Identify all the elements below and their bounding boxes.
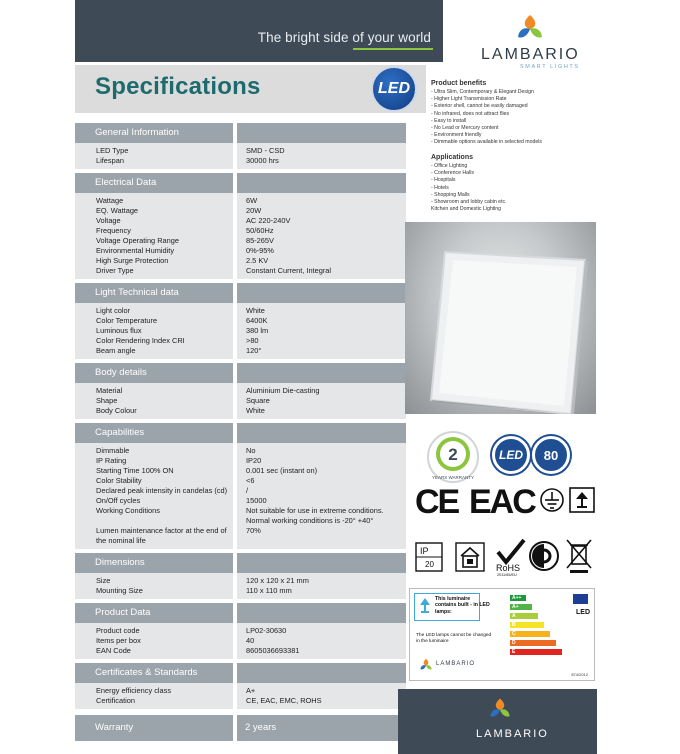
spec-row [75, 486, 406, 496]
section-header [75, 663, 406, 683]
energy-label-line1: This luminaire contains built - in LED lamps: [435, 596, 490, 615]
spec-row [75, 586, 406, 596]
energy-label [409, 588, 595, 681]
spec-label: On/Off cycles [96, 496, 141, 505]
rohs-label: RoHS [496, 563, 521, 573]
energy-class-bar: D [510, 640, 556, 646]
applications-block [431, 154, 631, 213]
application-item: - Hospitals [431, 177, 456, 184]
spec-row [75, 456, 406, 466]
section-header [75, 283, 406, 303]
benefits-list [431, 89, 631, 147]
spec-row [75, 636, 406, 646]
spec-value: 40 [246, 636, 255, 645]
eu-flag-icon [573, 594, 588, 604]
benefits-title: Product benefits [431, 80, 487, 87]
spec-value: Aluminium Die-casting [246, 386, 320, 395]
benefit-item: - No Lead or Mercury content [431, 125, 499, 132]
spec-label: Color Rendering Index CRI [96, 336, 185, 345]
spec-label: EAN Code [96, 646, 131, 655]
spec-row [75, 236, 406, 246]
spec-value: 20W [246, 206, 262, 215]
spec-value: 70% [246, 526, 261, 535]
section-title: Certificates & Standards [95, 667, 198, 678]
rohs-icon [494, 538, 528, 576]
application-item: - Shopping Malls [431, 191, 470, 198]
spec-value: 6W [246, 196, 258, 205]
spec-row [75, 506, 406, 516]
led-round-label: LED [499, 448, 523, 462]
energy-class-bar: C [510, 631, 550, 637]
header-band [75, 0, 443, 62]
section-title: Body details [95, 367, 147, 378]
spec-label: Material [96, 386, 123, 395]
spec-label: Certification [96, 696, 136, 705]
spec-value: 85-265V [246, 236, 274, 245]
spec-row [75, 156, 406, 166]
spec-row [75, 216, 406, 226]
spec-label: Driver Type [96, 266, 134, 275]
ground-symbol-icon [539, 487, 565, 513]
cri-round-value: 80 [543, 447, 559, 463]
spec-value: AC 220-240V [246, 216, 291, 225]
section-header [75, 173, 406, 193]
spec-value: 0.001 sec (instant on) [246, 466, 318, 475]
energy-label-brand: LAMBARIO [436, 661, 476, 667]
spec-row [75, 246, 406, 256]
spec-label: Frequency [96, 226, 131, 235]
spec-row [75, 226, 406, 236]
section-header [75, 363, 406, 383]
spec-row [75, 696, 406, 706]
spec-label: IP Rating [96, 456, 127, 465]
spec-label: Voltage [96, 216, 121, 225]
lamp-icon [418, 596, 432, 614]
spec-row [75, 516, 406, 526]
spec-row [75, 396, 406, 406]
product-photo [405, 222, 596, 414]
energy-class-bar: A+ [510, 604, 532, 610]
application-item: - Conference Halls [431, 170, 474, 177]
ip-label: IP [420, 546, 429, 556]
benefit-item: - Dimmable options available in selected models [431, 139, 543, 146]
spec-value: Not suitable for use in extreme conditions. [246, 506, 384, 515]
spec-value: 30000 hrs [246, 156, 279, 165]
spec-label: Color Temperature [96, 316, 158, 325]
benefit-item: - Ultra Slim, Contemporary & Elegant Design [431, 89, 534, 95]
spec-value [237, 536, 406, 546]
spec-row [75, 686, 406, 696]
ip-value: 20 [425, 560, 434, 569]
spec-row [75, 306, 406, 316]
spec-value: White [246, 306, 265, 315]
panel-light-image [405, 222, 596, 414]
energy-class-bar: A++ [510, 595, 526, 601]
lamp-symbol-icon [569, 487, 595, 513]
spec-row [75, 146, 406, 156]
spec-value: <6 [246, 476, 255, 485]
spec-label: Lifespan [96, 156, 124, 165]
spec-row [75, 576, 406, 586]
spec-value: 8605036693381 [246, 646, 300, 655]
led-badge-label: LED [378, 80, 410, 97]
benefit-item: - Easy to install [431, 117, 467, 124]
spec-label: EQ. Wattage [96, 206, 139, 215]
benefit-item: - Environment friendly [431, 132, 482, 139]
footer-logo-icon [488, 697, 512, 721]
spec-value: >80 [246, 336, 259, 345]
eac-mark-icon: EAC [469, 483, 535, 521]
spec-value: CE, EAC, EMC, ROHS [246, 696, 322, 705]
spec-value: 50/60Hz [246, 226, 274, 235]
applications-title: Applications [431, 154, 474, 161]
warranty-text: YEARS WARRANTY [431, 475, 475, 480]
led-badge-icon [371, 66, 417, 112]
spec-label: Product code [96, 626, 140, 635]
spec-value: Constant Current, Integral [246, 266, 332, 275]
section-title: General Information [95, 127, 179, 138]
warranty-badge-icon [426, 430, 480, 484]
spec-label: Lumen maintenance factor at the end of [96, 526, 227, 535]
tagline-underline [353, 48, 433, 50]
section-title: Product Data [95, 607, 151, 618]
spec-label: Body Colour [96, 406, 137, 415]
spec-label: Beam angle [96, 346, 136, 355]
mini-logo-icon [418, 658, 434, 672]
section-body [75, 573, 406, 599]
brand-name: LAMBARIO [481, 46, 580, 63]
spec-row [75, 526, 406, 536]
benefits-block [431, 80, 631, 147]
spec-value: White [246, 406, 265, 415]
brand-subline: SMART LIGHTS [520, 64, 580, 70]
footer-brand-name: LAMBARIO [476, 728, 549, 740]
spec-label: High Surge Protection [96, 256, 169, 265]
energy-label-side: LED [576, 609, 590, 616]
spec-row [75, 476, 406, 486]
section-title: Electrical Data [95, 177, 157, 188]
section-title: Light Technical data [95, 287, 179, 298]
section-body [75, 143, 406, 169]
spec-label: Voltage Operating Range [96, 236, 179, 245]
section-header [75, 603, 406, 623]
ce-mark-icon: CE [415, 483, 459, 521]
spec-value: 120 x 120 x 21 mm [246, 576, 309, 585]
spec-label: LED Type [96, 146, 129, 155]
spec-row [75, 346, 406, 356]
spec-value: 120° [246, 346, 262, 355]
spec-row [75, 496, 406, 506]
spec-row [75, 646, 406, 656]
spec-label: Color Stability [96, 476, 142, 485]
spec-row [75, 336, 406, 346]
spec-value: 6400K [246, 316, 268, 325]
spec-value: Normal working conditions is -20° +40° [246, 516, 374, 525]
spec-row [75, 316, 406, 326]
application-item: Kitchen and Domestic Lighting [431, 206, 502, 213]
spec-row [75, 266, 406, 276]
lambario-logo-icon [515, 13, 545, 43]
led-round-icon [492, 436, 530, 474]
warranty-value: 2 years [245, 722, 277, 733]
certification-row [415, 483, 605, 523]
spec-label: Declared peak intensity in candelas (cd) [96, 486, 228, 495]
section-header [75, 553, 406, 573]
spec-label: the nominal life [96, 536, 146, 545]
page-title: Specifications [95, 73, 261, 100]
tagline: The bright side of your world [257, 30, 431, 45]
spec-label: Mounting Size [96, 586, 143, 595]
spec-row [75, 406, 406, 416]
benefit-item: - Exterior shell, cannot be easily damaged [431, 103, 528, 110]
energy-class-bar: B [510, 622, 544, 628]
spec-label: Shape [96, 396, 118, 405]
warranty-label: Warranty [95, 722, 134, 733]
section-header [75, 123, 406, 143]
benefit-item: - No infrared, does not attract flies [431, 110, 510, 117]
spec-row [75, 536, 406, 546]
spec-value: 0%-95% [246, 246, 274, 255]
spec-row [75, 626, 406, 636]
section-body [75, 443, 406, 549]
spec-label: Wattage [96, 196, 124, 205]
indoor-use-icon [455, 542, 485, 572]
spec-value: 110 x 110 mm [246, 586, 292, 595]
green-dot-icon [528, 540, 560, 572]
spec-label: Energy efficiency class [96, 686, 172, 695]
benefit-item: - Higher Light Transmission Rate [431, 96, 507, 103]
cri-round-icon [532, 436, 570, 474]
spec-value: No [246, 446, 256, 455]
warranty-years: 2 [448, 445, 458, 464]
spec-row [75, 466, 406, 476]
spec-row [75, 446, 406, 456]
warranty-row [75, 715, 406, 741]
spec-row [75, 386, 406, 396]
spec-row [75, 326, 406, 336]
spec-label: Items per box [96, 636, 141, 645]
spec-label: Luminous flux [96, 326, 142, 335]
spec-value: IP20 [246, 456, 262, 465]
spec-label: Starting Time 100% ON [96, 466, 174, 475]
spec-label: Working Conditions [96, 506, 160, 515]
section-body [75, 623, 406, 659]
section-body [75, 303, 406, 359]
section-body [75, 683, 406, 709]
energy-regulation: 874/2012 [571, 672, 588, 677]
section-title: Capabilities [95, 427, 145, 438]
section-body [75, 193, 406, 279]
spec-value: SMD - CSD [246, 146, 285, 155]
badge-row [410, 430, 600, 480]
section-title: Dimensions [95, 557, 145, 568]
weee-bin-icon [565, 538, 593, 574]
energy-class-bar: A [510, 613, 538, 619]
spec-label: Size [96, 576, 111, 585]
spec-value: LP02-30630 [246, 626, 287, 635]
section-header [75, 423, 406, 443]
rohs-sub: 2011/65/EU [497, 573, 517, 576]
spec-table [75, 123, 406, 741]
spec-label: Dimmable [96, 446, 130, 455]
spec-label: Environmental Humidity [96, 246, 175, 255]
spec-value: / [246, 486, 249, 495]
application-item: - Showroom and lobby cabin etc. [431, 199, 507, 206]
energy-label-line2: The LED lamps cannot be changed in the luminaire [416, 633, 492, 644]
spec-value: 2.5 KV [246, 256, 269, 265]
spec-row [75, 206, 406, 216]
spec-value: Square [246, 396, 270, 405]
application-item: - Hotels [431, 184, 449, 191]
applications-list [431, 163, 631, 213]
symbol-row [415, 538, 595, 578]
section-body [75, 383, 406, 419]
spec-row [75, 196, 406, 206]
spec-label [75, 516, 237, 526]
spec-label: Light color [96, 306, 131, 315]
energy-class-bar: E [510, 649, 562, 655]
spec-value: 380 lm [246, 326, 269, 335]
ip20-icon [415, 542, 443, 572]
spec-value: 15000 [246, 496, 267, 505]
spec-value: A+ [246, 686, 256, 695]
application-item: - Office Lighting [431, 163, 468, 169]
spec-row [75, 256, 406, 266]
footer-band [398, 689, 597, 754]
